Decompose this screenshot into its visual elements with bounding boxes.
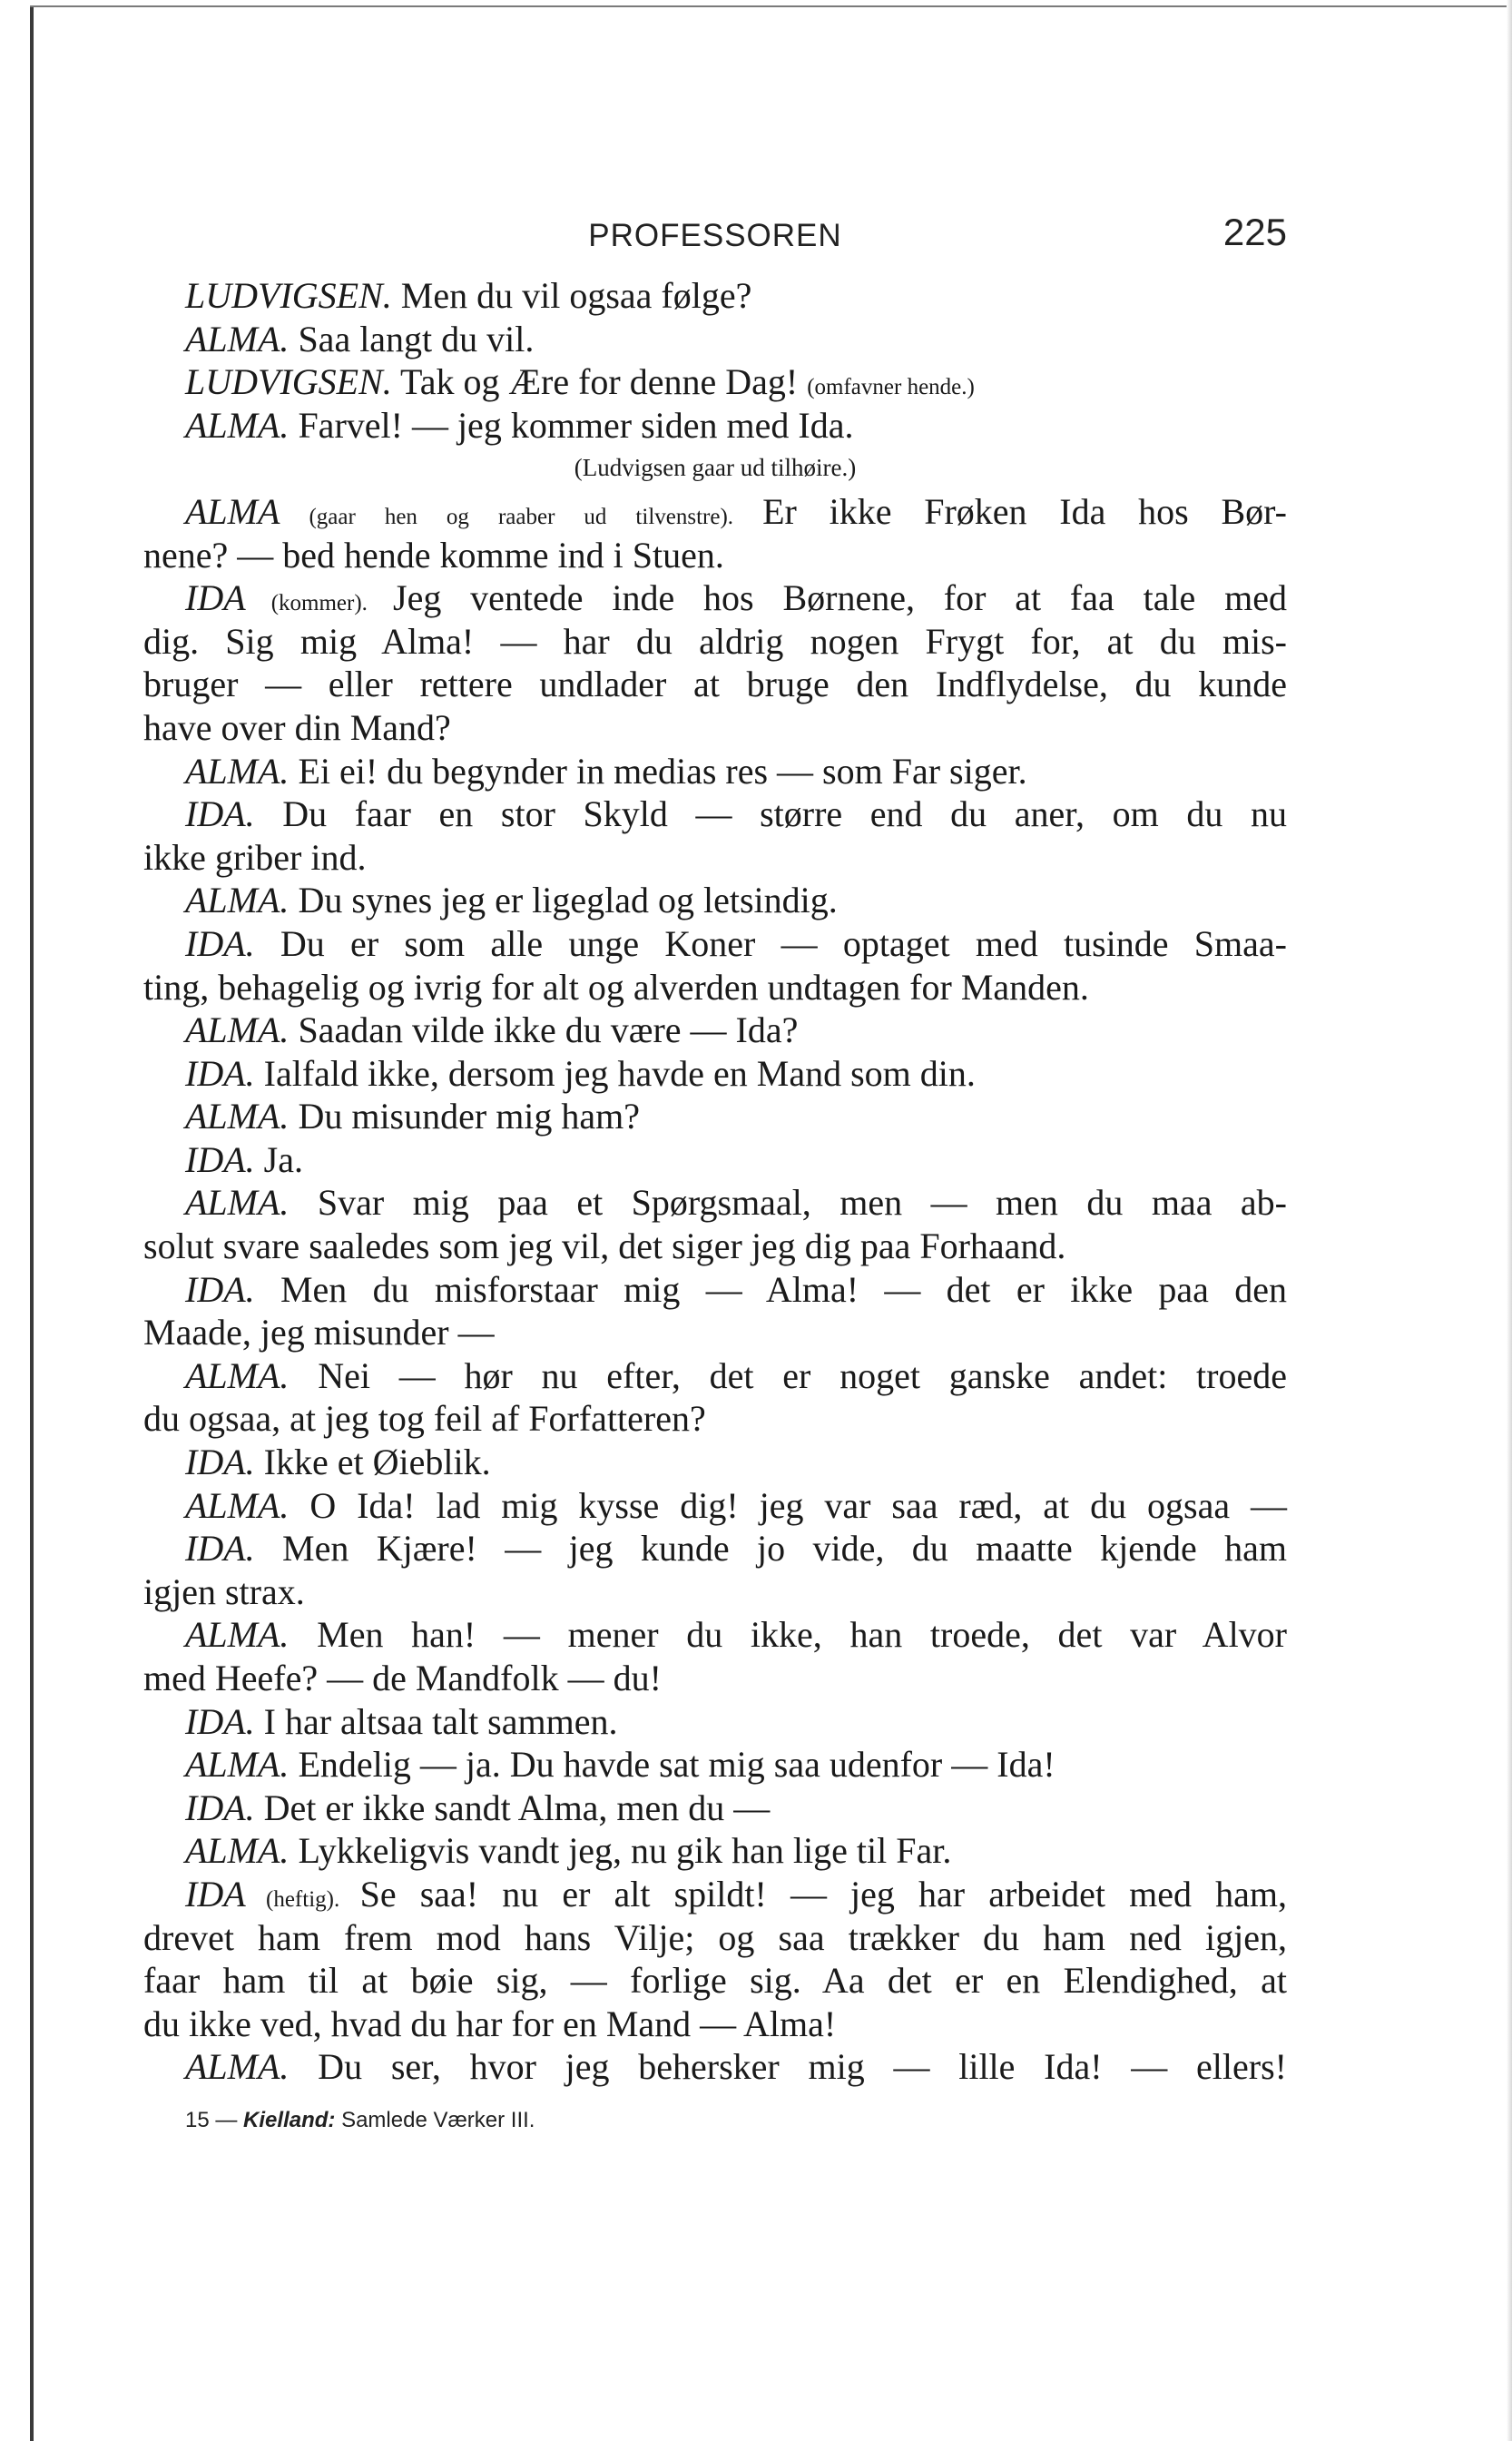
signature-mark: 15 —: [185, 2108, 238, 2132]
dialogue-text: Er ikke Frøken Ida hos Bør-: [762, 490, 1288, 532]
dialogue-line: [143, 576, 1287, 620]
speaker-name: LUDVIGSEN.: [185, 275, 392, 316]
dialogue-line: [143, 1743, 1287, 1786]
dialogue-line: [143, 274, 1287, 318]
dialogue-line: [143, 1484, 1287, 1528]
dialogue-line: [143, 1527, 1287, 1570]
dialogue-text: Men du vil ogsaa følge?: [391, 275, 752, 316]
speaker-name: ALMA.: [185, 1830, 290, 1872]
dialogue-line: [143, 1095, 1287, 1138]
page-edge-left: [30, 7, 34, 2441]
speaker-name: ALMA.: [185, 1484, 290, 1526]
stage-direction: (omfavner hende.): [807, 375, 975, 400]
dialogue-line: [143, 2045, 1287, 2089]
running-title: PROFESSOREN: [588, 218, 842, 253]
speaker-name: IDA.: [185, 922, 255, 964]
speaker-name: IDA.: [185, 1268, 255, 1310]
speaker-name: IDA.: [185, 1786, 255, 1828]
dialogue-text: Ja.: [254, 1138, 303, 1180]
dialogue-line: [143, 1441, 1287, 1484]
dialogue-text: Nei — hør nu efter, det er noget ganske andet: troede: [289, 1354, 1287, 1396]
speaker-name: IDA.: [185, 1700, 255, 1742]
dialogue-text: Lykkeligvis vandt jeg, nu gik han lige til Far.: [289, 1830, 952, 1872]
speaker-name: ALMA.: [185, 1182, 290, 1224]
speaker-name: ALMA.: [185, 1614, 290, 1656]
dialogue-line: solut svare saaledes som jeg vil, det siger jeg dig paa Forhaand.: [143, 1225, 1066, 1267]
dialogue-line: [143, 750, 1287, 793]
speaker-name: ALMA.: [185, 1744, 290, 1786]
dialogue-line: igjen strax.: [143, 1570, 305, 1612]
dialogue-text: Saa langt du vil.: [289, 318, 535, 359]
dialogue-line: [143, 922, 1287, 966]
speaker-name: ALMA.: [185, 318, 290, 359]
speaker-name: ALMA.: [185, 2046, 290, 2088]
speaker-name: IDA.: [185, 1442, 255, 1483]
dialogue-line: [143, 1786, 1287, 1830]
dialogue-line: [143, 1009, 1287, 1052]
dialogue-line: [143, 1354, 1287, 1398]
author-name: Kielland:: [243, 2108, 336, 2132]
dialogue-text: I har altsaa talt sammen.: [254, 1700, 618, 1742]
speaker-name: LUDVIGSEN.: [185, 361, 392, 403]
dialogue-line: [143, 1138, 1287, 1182]
dialogue-text: Jeg ventede inde hos Børnene, for at faa tale med: [393, 577, 1288, 619]
page-number: 225: [1222, 211, 1287, 253]
speaker-name: IDA: [185, 1873, 246, 1914]
dialogue-line: nene? — bed hende komme ind i Stuen.: [143, 534, 724, 576]
dialogue-text: O Ida! lad mig kysse dig! jeg var saa ræd, at du ogsaa —: [289, 1484, 1287, 1526]
dialogue-line: [143, 1181, 1287, 1225]
dialogue-line: [143, 1873, 1287, 1916]
speaker-name: ALMA.: [185, 1096, 290, 1137]
dialogue-text: Ikke et Øieblik.: [254, 1442, 491, 1483]
work-title: Samlede Værker III.: [341, 2108, 535, 2132]
dialogue-line: [143, 1700, 1287, 1744]
dialogue-line: dig. Sig mig Alma! — har du aldrig nogen Frygt for, at du mis-: [143, 620, 1287, 662]
dialogue-text: Du er som alle unge Koner — optaget med tusinde Smaa-: [254, 922, 1287, 964]
speaker-name: ALMA: [185, 490, 280, 532]
dialogue-text: Du ser, hvor jeg behersker mig — lille Ida! — ellers!: [289, 2046, 1287, 2088]
speaker-name: ALMA.: [185, 1009, 290, 1051]
dialogue-line: du ogsaa, at jeg tog feil af Forfatteren?: [143, 1398, 706, 1440]
dialogue-line: med Heefe? — de Mandfolk — du!: [143, 1658, 662, 1698]
dialogue-text: Ei ei! du begynder in medias res — som Far siger.: [289, 750, 1027, 792]
dialogue-line: [143, 792, 1287, 836]
dialogue-text: Endelig — ja. Du havde sat mig saa udenfor — Ida!: [289, 1744, 1055, 1786]
page-header: [143, 209, 1287, 263]
dialogue-line: have over din Mand?: [143, 706, 451, 748]
stage-direction: (heftig).: [245, 1886, 360, 1912]
dialogue-line: [143, 1829, 1287, 1873]
dialogue-text: Saadan vilde ikke du være — Ida?: [289, 1009, 799, 1051]
dialogue-text: Du faar en stor Skyld — større end du aner, om du nu: [254, 793, 1287, 835]
page-edge-right: [1507, 0, 1512, 2441]
dialogue-line: ikke griber ind.: [143, 836, 367, 878]
dialogue-line: ting, behagelig og ivrig for alt og alverden undtagen for Manden.: [143, 966, 1089, 1008]
speaker-name: IDA: [185, 577, 246, 619]
dialogue-line: [143, 404, 1287, 448]
speaker-name: ALMA.: [185, 880, 290, 921]
speaker-name: ALMA.: [185, 404, 290, 446]
speaker-name: ALMA.: [185, 1354, 290, 1396]
speaker-name: IDA.: [185, 1138, 255, 1180]
speaker-name: IDA.: [185, 793, 255, 835]
dialogue-line: [143, 1052, 1287, 1096]
dialogue-text: Du misunder mig ham?: [289, 1096, 641, 1137]
dialogue-line: [143, 879, 1287, 922]
dialogue-text: Men han! — mener du ikke, han troede, det var Alvor: [289, 1614, 1287, 1656]
dialogue-line: [143, 490, 1287, 534]
dialogue-text: Tak og Ære for denne Dag!: [391, 361, 808, 403]
dialogue-text: Ialfald ikke, dersom jeg havde en Mand som din.: [254, 1052, 976, 1094]
speaker-name: ALMA.: [185, 750, 290, 792]
dialogue-text: Farvel! — jeg kommer siden med Ida.: [289, 404, 854, 446]
dialogue-line: drevet ham frem mod hans Vilje; og saa trækker du ham ned igjen,: [143, 1916, 1287, 1958]
stage-direction: (gaar hen og raaber ud tilvenstre).: [280, 504, 763, 529]
dialogue-line: [143, 360, 1287, 404]
page-edge-top: [30, 5, 1512, 7]
speaker-name: IDA.: [185, 1528, 255, 1570]
dialogue-line: faar ham til at bøie sig, — forlige sig. Aa det er en Elendighed, at: [143, 1960, 1287, 2002]
dialogue-line: bruger — eller rettere undlader at bruge den Indflydelse, du kunde: [143, 664, 1287, 705]
dialogue-text: Det er ikke sandt Alma, men du —: [254, 1786, 771, 1828]
stage-direction-line: (Ludvigsen gaar ud tilhøire.): [574, 454, 857, 482]
dialogue-line: [143, 318, 1287, 361]
dialogue-text: Se saa! nu er alt spildt! — jeg har arbeidet med ham,: [359, 1873, 1287, 1914]
dialogue-line: du ikke ved, hvad du har for en Mand — Alma!: [143, 2003, 837, 2044]
footer-signature: [185, 2108, 535, 2133]
play-text: [143, 274, 1287, 2089]
dialogue-text: Men du misforstaar mig — Alma! — det er ikke paa den: [254, 1268, 1287, 1310]
dialogue-line: [143, 1268, 1287, 1312]
dialogue-text: Du synes jeg er ligeglad og letsindig.: [289, 880, 838, 921]
speaker-name: IDA.: [185, 1052, 255, 1094]
dialogue-text: Men Kjære! — jeg kunde jo vide, du maatte kjende ham: [254, 1528, 1287, 1570]
dialogue-line: Maade, jeg misunder —: [143, 1312, 495, 1353]
dialogue-text: Svar mig paa et Spørgsmaal, men — men du maa ab-: [289, 1182, 1287, 1224]
dialogue-line: [143, 1613, 1287, 1657]
stage-direction: (kommer).: [245, 591, 394, 616]
